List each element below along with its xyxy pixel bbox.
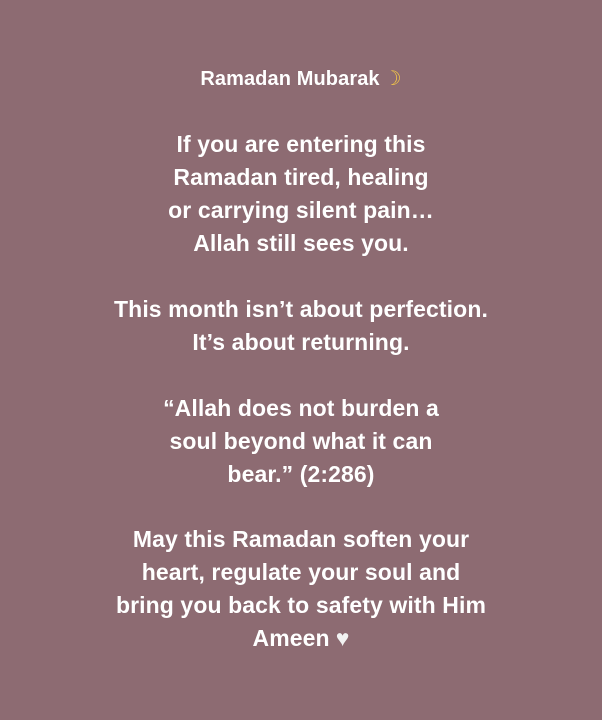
paragraph-4-line-3: bring you back to safety with Him (115, 592, 487, 618)
ameen-text: Ameen (252, 625, 330, 651)
paragraph-1-line-3: or carrying silent pain… (168, 197, 434, 223)
paragraph-4-line-4 (0, 622, 602, 654)
paragraph-1-line-4: Allah still sees you. (193, 230, 409, 256)
crescent-moon-icon: ☽ (383, 68, 402, 90)
paragraph-3-line-1: “Allah does not burden a (163, 395, 439, 421)
white-heart-icon: ♥ (335, 625, 350, 651)
paragraph-2-line-1: This month isn’t about perfection. (114, 296, 488, 322)
paragraph-3-line-2: soul beyond what it can (169, 428, 433, 454)
title-text: Ramadan Mubarak (200, 68, 380, 90)
title-line (0, 63, 602, 95)
paragraph-2-line-2: It’s about returning. (192, 329, 410, 355)
paragraph-3-line-3: bear.” (2:286) (227, 461, 375, 487)
paragraph-1-line-2: Ramadan tired, healing (173, 164, 429, 190)
paragraph-1-line-1: If you are entering this (176, 131, 426, 157)
paragraph-4-line-2: heart, regulate your soul and (141, 559, 461, 585)
paragraph-4-line-1: May this Ramadan soften your (132, 526, 470, 552)
